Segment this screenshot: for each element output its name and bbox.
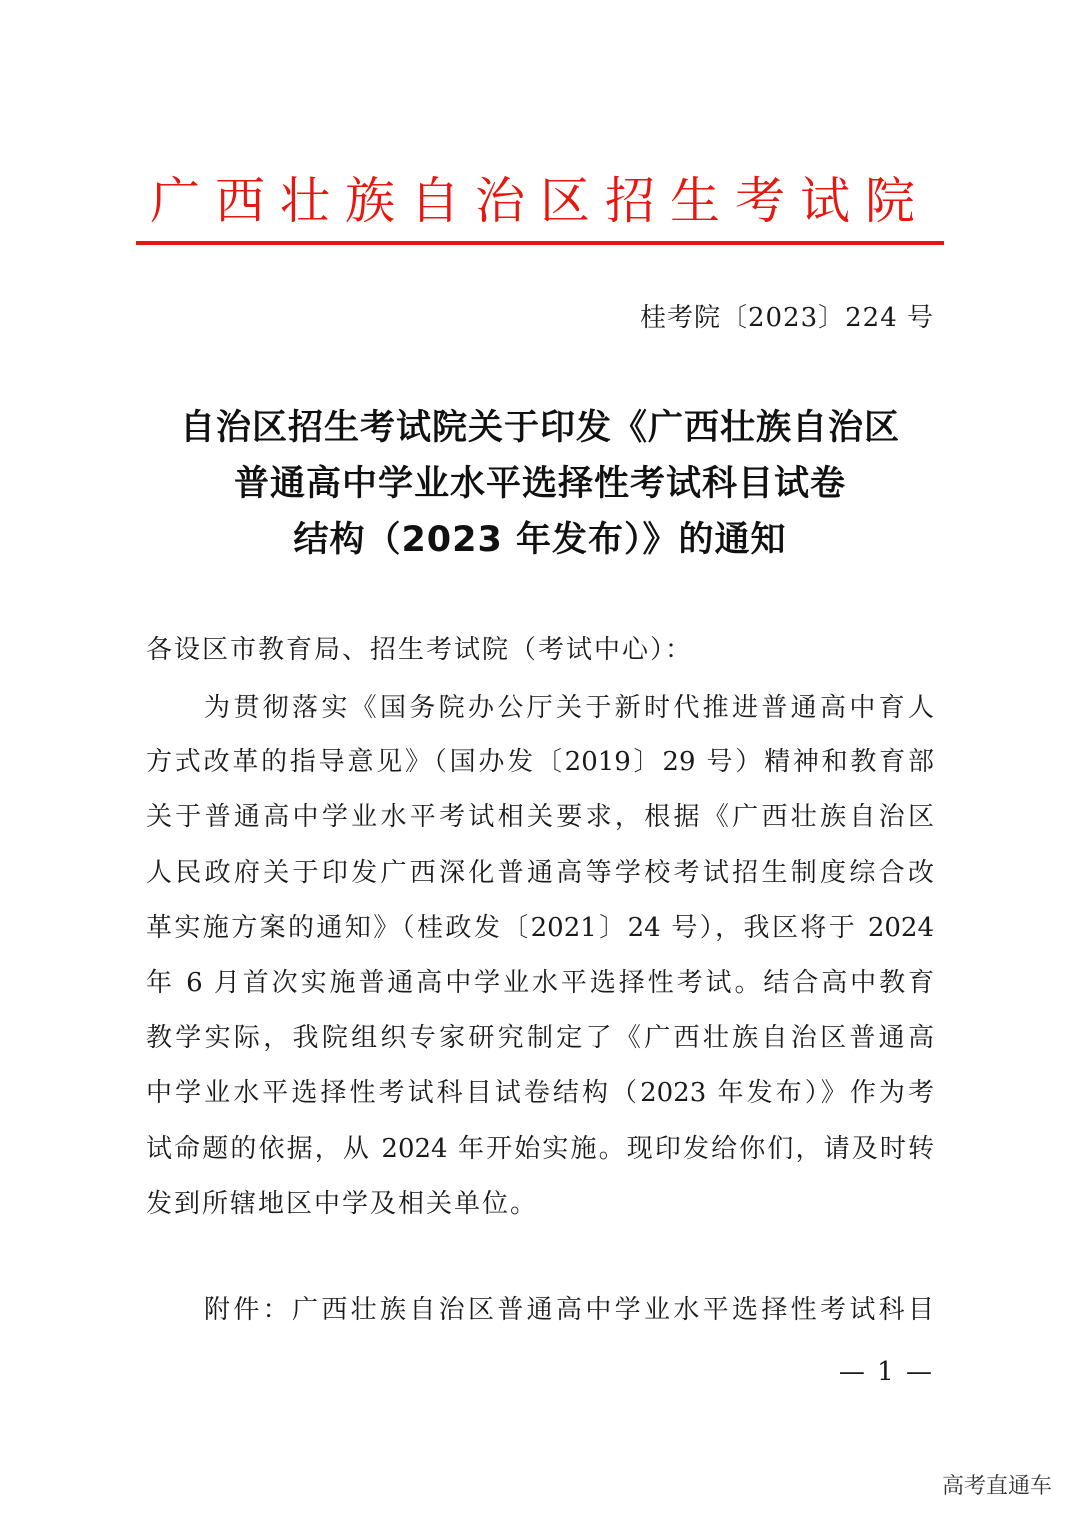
body-paragraph-line: 方式改革的指导意见》（国办发〔2019〕29 号）精神和教育部 — [146, 747, 934, 777]
document-number: 桂考院〔2023〕224 号 — [639, 303, 934, 333]
title-line: 自治区招生考试院关于印发《广西壮族自治区 — [179, 408, 900, 448]
document-title — [136, 400, 944, 568]
body-paragraph-line: 年 6 月首次实施普通高中学业水平选择性考试。结合高中教育 — [146, 968, 934, 998]
page-number: — 1 — — [838, 1357, 934, 1387]
title-line: 普通高中学业水平选择性考试科目试卷 — [233, 464, 846, 504]
attachment-line: 附件：广西壮族自治区普通高中学业水平选择性考试科目 — [204, 1295, 934, 1325]
body-paragraph-line: 中学业水平选择性考试科目试卷结构（2023 年发布）》作为考 — [146, 1078, 934, 1108]
source-watermark: 高考直通车 — [941, 1474, 1052, 1499]
body-paragraph-line: 为贯彻落实《国务院办公厅关于新时代推进普通高中育人 — [204, 693, 934, 723]
body-paragraph-line: 革实施方案的通知》（桂政发〔2021〕24 号），我区将于 2024 — [146, 913, 934, 943]
body-paragraph-line: 人民政府关于印发广西深化普通高等学校考试招生制度综合改 — [146, 858, 934, 888]
salutation: 各设区市教育局、招生考试院（考试中心）： — [146, 635, 694, 665]
body-paragraph-line: 试命题的依据，从 2024 年开始实施。现印发给你们，请及时转 — [146, 1134, 934, 1164]
issuing-organization-masthead: 广西壮族自治区招生考试院 — [150, 172, 930, 230]
masthead-red-rule — [136, 241, 944, 245]
body-paragraph-line: 关于普通高中学业水平考试相关要求，根据《广西壮族自治区 — [146, 802, 934, 832]
body-paragraph-line: 教学实际，我院组织专家研究制定了《广西壮族自治区普通高 — [146, 1023, 934, 1053]
body-paragraph-line: 发到所辖地区中学及相关单位。 — [146, 1189, 539, 1219]
title-line: 结构（2023 年发布）》的通知 — [293, 520, 787, 560]
